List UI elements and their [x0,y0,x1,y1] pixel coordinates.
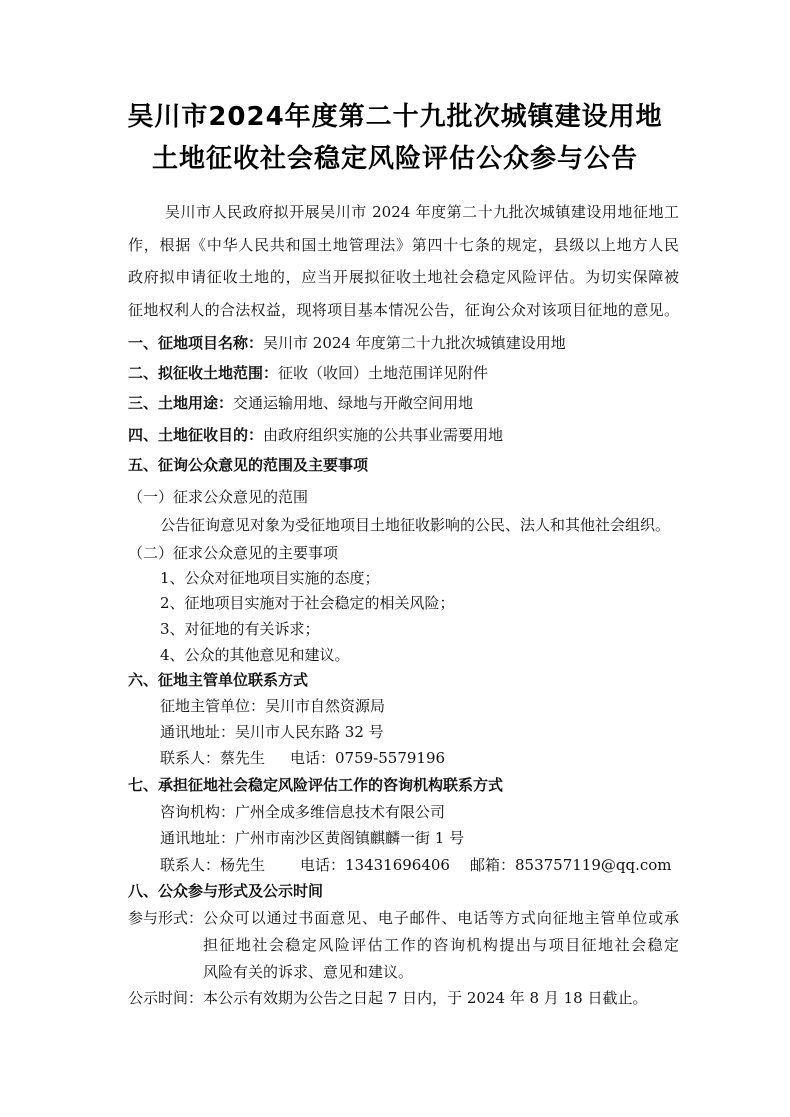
section-1-label: 一、征地项目名称： [128,334,264,352]
section-3-value: 交通运输用地、绿地与开敞空间用地 [233,394,474,412]
consultant-phone: 电话：13431696406 [300,856,450,874]
participation-line: 公众可以通过书面意见、电子邮件、电话等方式向征地主管单位或承 [203,909,679,927]
section-6-heading: 六、征地主管单位联系方式 [128,671,309,689]
section-2 [128,363,488,383]
consultant-org: 咨询机构：广州全成多维信息技术有限公司 [160,803,446,821]
section-2-value: 征收（收回）土地范围详见附件 [278,364,489,382]
participation-line: 担征地社会稳定风险评估工作的咨询机构提出与项目征地社会稳定 [203,936,679,954]
section-5-heading: 五、征询公众意见的范围及主要事项 [128,456,369,474]
intro-line: 征地权利人的合法权益，现将项目基本情况公告，征询公众对该项目征地的意见。 [128,301,679,319]
section-1-value: 吴川市 2024 年度第二十九批次城镇建设用地 [263,334,566,352]
intro-line: 作，根据《中华人民共和国土地管理法》第四十七条的规定，县级以上地方人民 [128,236,679,254]
list-item: 4、公众的其他意见和建议。 [160,646,350,664]
authority-contact: 联系人：蔡先生 [160,749,266,767]
participation-line: 风险有关的诉求、意见和建议。 [203,963,414,981]
section-8-heading: 八、公众参与形式及公示时间 [128,882,324,900]
section-4-label: 四、土地征收目的： [128,426,264,444]
authority-address: 通讯地址：吴川市人民东路 32 号 [160,723,384,741]
section-4 [128,425,503,445]
list-item: 1、公众对征地项目实施的态度； [160,569,380,587]
title-line-2: 土地征收社会稳定风险评估公众参与公告 [151,144,638,174]
section-5-sub-1-text: 公告征询意见对象为受征地项目土地征收影响的公民、法人和其他社会组织。 [160,516,671,534]
section-2-label: 二、拟征收土地范围： [128,364,279,382]
title-line-1: 吴川市2024年度第二十九批次城镇建设用地 [127,102,663,132]
authority-phone: 电话：0759-5579196 [290,749,446,767]
intro-line: 吴川市人民政府拟开展吴川市 2024 年度第二十九批次城镇建设用地征地工 [165,203,679,221]
section-3 [128,393,473,413]
list-item: 2、征地项目实施对于社会稳定的相关风险； [160,594,455,612]
section-5-sub-1: （一）征求公众意见的范围 [128,488,309,506]
section-1 [128,333,566,353]
participation-label: 参与形式： [128,909,204,927]
authority-unit: 征地主管单位：吴川市自然资源局 [160,697,386,715]
consultant-contact: 联系人：杨先生 [160,856,266,874]
consultant-address: 通讯地址：广州市南沙区黄阁镇麒麟一街 1 号 [160,829,465,847]
section-3-label: 三、土地用途： [128,394,234,412]
consultant-email: 邮箱：853757119@qq.com [470,856,672,874]
intro-line: 政府拟申请征收土地的，应当开展拟征收土地社会稳定风险评估。为切实保障被 [128,268,679,286]
section-4-value: 由政府组织实施的公共事业需要用地 [263,426,504,444]
section-5-sub-2: （二）征求公众意见的主要事项 [128,544,339,562]
section-7-heading: 七、承担征地社会稳定风险评估工作的咨询机构联系方式 [128,776,504,794]
list-item: 3、对征地的有关诉求； [160,620,320,638]
notice-period: 公示时间：本公示有效期为公告之日起 7 日内，于 2024 年 8 月 18 日截止。 [128,989,648,1007]
